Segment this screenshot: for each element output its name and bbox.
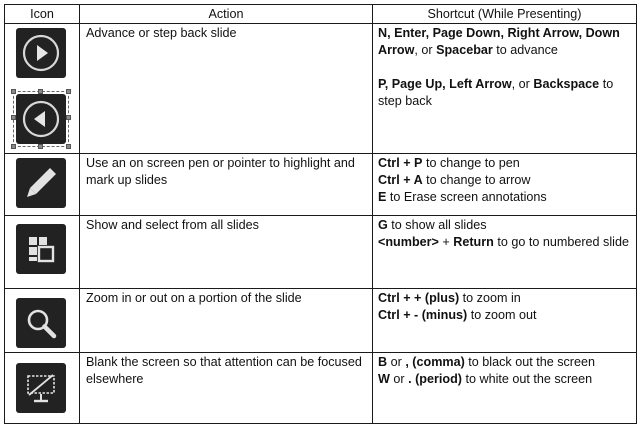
icon-cell <box>5 289 80 353</box>
shortcut-key: Ctrl + P <box>378 156 423 170</box>
icon-cell <box>5 353 80 424</box>
shortcut-key: Backspace <box>533 77 600 91</box>
shortcut-cell <box>373 353 637 424</box>
shortcut-show-all <box>378 217 630 234</box>
action-cell <box>80 24 373 154</box>
pen-icon <box>16 158 66 208</box>
magnifier-icon <box>16 298 66 348</box>
slide-grid-icon <box>16 224 66 274</box>
shortcut-cell <box>373 154 637 216</box>
shortcut-key: N, Enter, Page Down, Right Arrow, Down Arrow <box>378 26 620 57</box>
header-icon: Icon <box>5 5 80 24</box>
table-row <box>5 353 637 424</box>
shortcut-step-back <box>378 76 630 110</box>
shortcut-text: to change to pen <box>422 156 520 170</box>
table-row <box>5 24 637 154</box>
shortcut-text: to zoom out <box>467 308 537 322</box>
icon-cell <box>5 24 80 154</box>
shortcut-advance <box>378 25 630 59</box>
shortcut-arrow <box>378 172 630 189</box>
shortcut-table <box>4 4 637 424</box>
shortcut-black-out <box>378 354 630 371</box>
shortcut-text: to change to arrow <box>422 173 531 187</box>
shortcut-text: to black out the screen <box>464 355 596 369</box>
shortcut-text: , or <box>414 43 437 57</box>
action-cell <box>80 216 373 289</box>
action-text: Show and select from all slides <box>86 218 259 232</box>
action-cell <box>80 289 373 353</box>
shortcut-key: P, Page Up, Left Arrow <box>378 77 512 91</box>
shortcut-white-out <box>378 371 630 388</box>
header-shortcut: Shortcut (While Presenting) <box>373 5 637 24</box>
shortcut-cell <box>373 216 637 289</box>
icon-cell <box>5 154 80 216</box>
icon-cell <box>5 216 80 289</box>
shortcut-key: <number> <box>378 235 439 249</box>
shortcut-text: or <box>389 372 409 386</box>
shortcut-text: + <box>438 235 454 249</box>
header-action: Action <box>80 5 373 24</box>
shortcut-zoom-out <box>378 307 630 324</box>
shortcut-cell <box>373 24 637 154</box>
shortcut-key: E <box>378 190 387 204</box>
shortcut-text: to white out the screen <box>461 372 593 386</box>
shortcut-text: or <box>387 355 406 369</box>
play-next-icon <box>16 28 66 78</box>
shortcut-key: Return <box>453 235 494 249</box>
action-cell <box>80 353 373 424</box>
shortcut-text: to zoom in <box>459 291 521 305</box>
selected-icon-frame[interactable] <box>13 91 69 147</box>
shortcut-text: to Erase screen annotations <box>386 190 547 204</box>
shortcut-key: Ctrl + + (plus) <box>378 291 460 305</box>
shortcut-key: Ctrl + A <box>378 173 423 187</box>
shortcut-text: to step back <box>378 77 614 108</box>
shortcut-key: Ctrl + - (minus) <box>378 308 468 322</box>
shortcut-key: G <box>378 218 388 232</box>
table-row <box>5 216 637 289</box>
table-row <box>5 289 637 353</box>
shortcut-key: B <box>378 355 388 369</box>
shortcut-zoom-in <box>378 290 630 307</box>
table-row <box>5 154 637 216</box>
shortcut-cell <box>373 289 637 353</box>
shortcut-text: to go to numbered slide <box>493 235 629 249</box>
shortcut-text: , or <box>511 77 534 91</box>
action-text: Blank the screen so that attention can be focused elsewhere <box>86 355 362 386</box>
shortcut-text: to advance <box>492 43 558 57</box>
shortcut-key: W <box>378 372 390 386</box>
play-previous-icon <box>16 94 66 144</box>
action-text: Zoom in or out on a portion of the slide <box>86 291 302 305</box>
header-row <box>5 5 637 24</box>
shortcut-key: . (period) <box>408 372 462 386</box>
action-cell <box>80 154 373 216</box>
action-text: Advance or step back slide <box>86 26 237 40</box>
shortcut-key: Spacebar <box>436 43 493 57</box>
shortcut-erase <box>378 189 630 206</box>
shortcut-pen <box>378 155 630 172</box>
action-text: Use an on screen pen or pointer to highlight and mark up slides <box>86 156 355 187</box>
blank-screen-icon <box>16 363 66 413</box>
shortcut-go-to <box>378 234 630 251</box>
shortcut-text: to show all slides <box>387 218 487 232</box>
shortcut-key: , (comma) <box>405 355 465 369</box>
